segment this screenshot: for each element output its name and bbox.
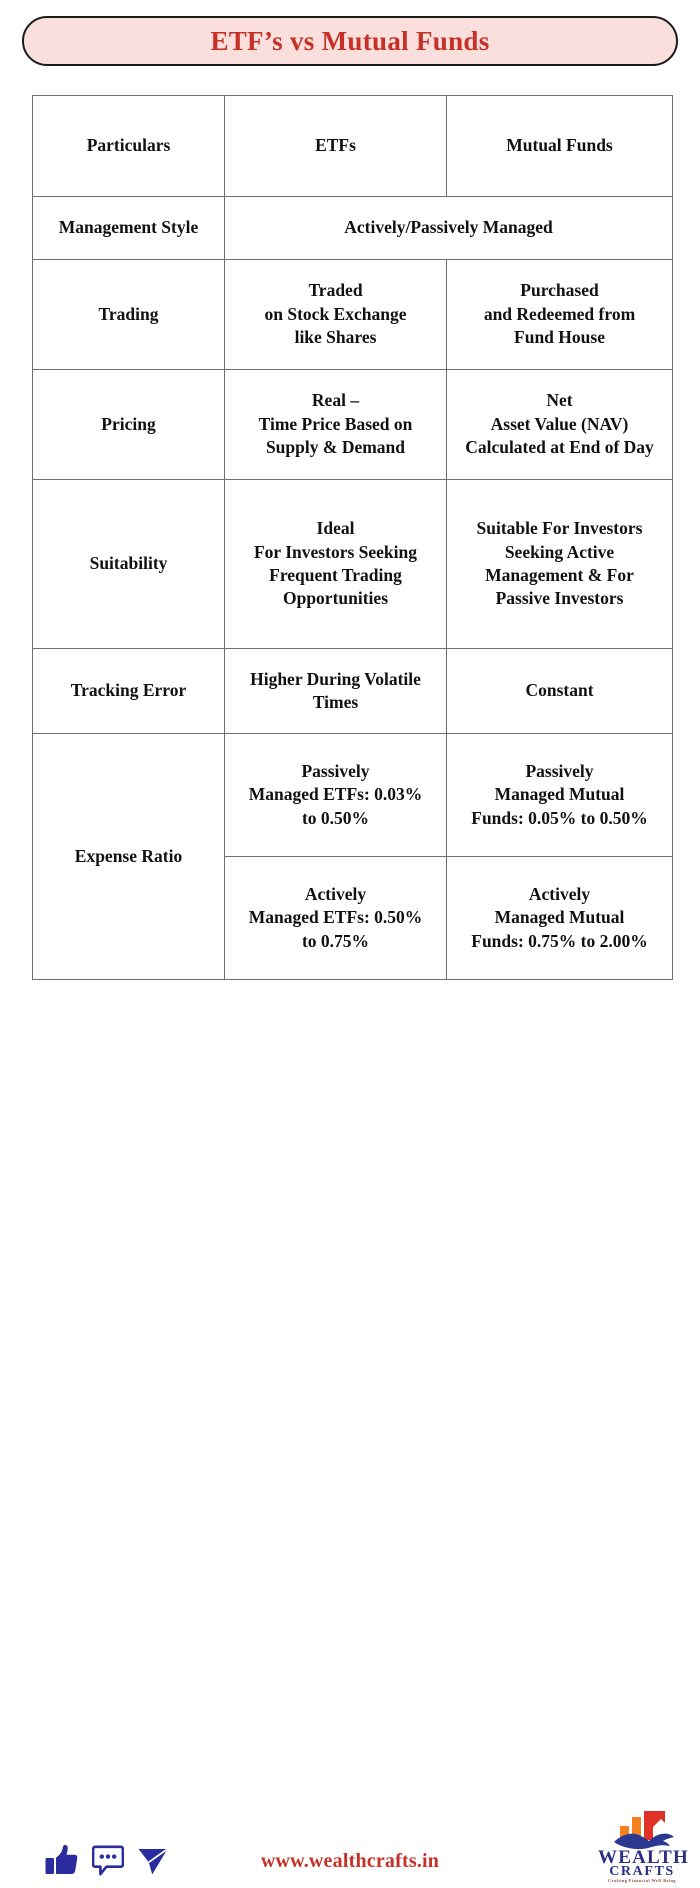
text-line: Passively — [301, 760, 370, 781]
text-line: Opportunities — [282, 588, 389, 609]
page-title: ETF’s vs Mutual Funds — [210, 25, 490, 56]
text-line: Higher During Volatile — [250, 668, 421, 689]
brand-logo — [598, 1808, 689, 1888]
text-line: to 0.50% — [301, 807, 370, 828]
table-row-trading — [33, 260, 673, 370]
text-line: Funds: 0.05% to 0.50% — [471, 807, 648, 828]
table-row-suitability — [33, 480, 673, 649]
cell-trading-etf — [225, 260, 447, 370]
footer — [0, 900, 700, 1883]
cell-trading-mf — [447, 260, 673, 370]
text-line: Real – — [311, 390, 360, 411]
text-line: Management & For — [485, 565, 634, 585]
text-line: Times — [312, 692, 359, 712]
text-line: Suitable For Investors — [476, 518, 643, 539]
text-line: Actively — [304, 883, 367, 904]
text-line: on Stock Exchange — [264, 303, 407, 324]
column-header-etfs: ETFs — [225, 96, 447, 197]
column-header-particulars: Particulars — [33, 96, 225, 197]
text-line: Supply & Demand — [265, 437, 406, 458]
text-line: Managed ETFs: 0.03% — [248, 784, 423, 805]
text-line: Calculated at End of Day — [465, 437, 654, 458]
logo-wordmark-crafts: CRAFTS — [609, 1864, 675, 1879]
text-line: Passive Investors — [495, 588, 624, 609]
text-line: Managed ETFs: 0.50% — [248, 907, 423, 928]
text-line: Ideal — [316, 518, 355, 539]
text-line: Funds: 0.75% to 2.00% — [471, 930, 648, 951]
cell-pricing-mf — [447, 370, 673, 480]
table-row-management-style — [33, 197, 673, 260]
cell-pricing-etf — [225, 370, 447, 480]
column-header-mutual-funds: Mutual Funds — [447, 96, 673, 197]
logo-mark-icon — [606, 1808, 678, 1850]
text-line: Managed Mutual — [494, 907, 625, 928]
text-line: and Redeemed from — [483, 303, 636, 324]
cell-expense-ratio-passive-etf — [225, 734, 447, 857]
text-line: Net — [546, 390, 573, 411]
cell-management-style-merged: Actively/Passively Managed — [225, 197, 673, 260]
website-url[interactable]: www.wealthcrafts.in — [260, 1850, 440, 1872]
etf-vs-mutual-funds-table — [32, 95, 673, 980]
text-line: Constant — [525, 680, 594, 701]
text-line: Managed Mutual — [494, 784, 625, 805]
logo-wordmark-wealth: WEALTH — [598, 1847, 689, 1868]
table-row-pricing — [33, 370, 673, 480]
table-header-row — [33, 96, 673, 197]
text-line: Traded — [308, 280, 363, 301]
row-label-suitability: Suitability — [33, 480, 225, 649]
text-line: Seeking Active — [504, 541, 615, 562]
cell-expense-ratio-passive-mf — [447, 734, 673, 857]
text-line: Actively — [528, 883, 591, 904]
text-line: like Shares — [294, 327, 377, 348]
table-row-tracking-error — [33, 649, 673, 734]
cell-tracking-error-etf — [225, 649, 447, 734]
row-label-pricing: Pricing — [33, 370, 225, 480]
row-label-management-style: Management Style — [33, 197, 225, 260]
text-line: Time Price Based on — [258, 413, 413, 434]
text-line: to 0.75% — [301, 930, 370, 951]
cell-suitability-etf — [225, 480, 447, 649]
text-line: Purchased — [520, 280, 599, 301]
row-label-trading: Trading — [33, 260, 225, 370]
logo-tagline: Crafting Financial Well Being — [607, 1878, 677, 1883]
row-label-tracking-error: Tracking Error — [33, 649, 225, 734]
cell-suitability-mf — [447, 480, 673, 649]
page-title-banner — [22, 16, 678, 66]
text-line: Passively — [525, 760, 594, 781]
cell-tracking-error-mf — [447, 649, 673, 734]
text-line: For Investors Seeking — [253, 541, 417, 562]
table-row-expense-ratio-passive — [33, 734, 673, 857]
text-line: Asset Value (NAV) — [490, 413, 629, 434]
text-line: Fund House — [514, 327, 605, 348]
text-line: Frequent Trading — [269, 565, 402, 585]
row-label-expense-ratio: Expense Ratio — [33, 734, 225, 980]
